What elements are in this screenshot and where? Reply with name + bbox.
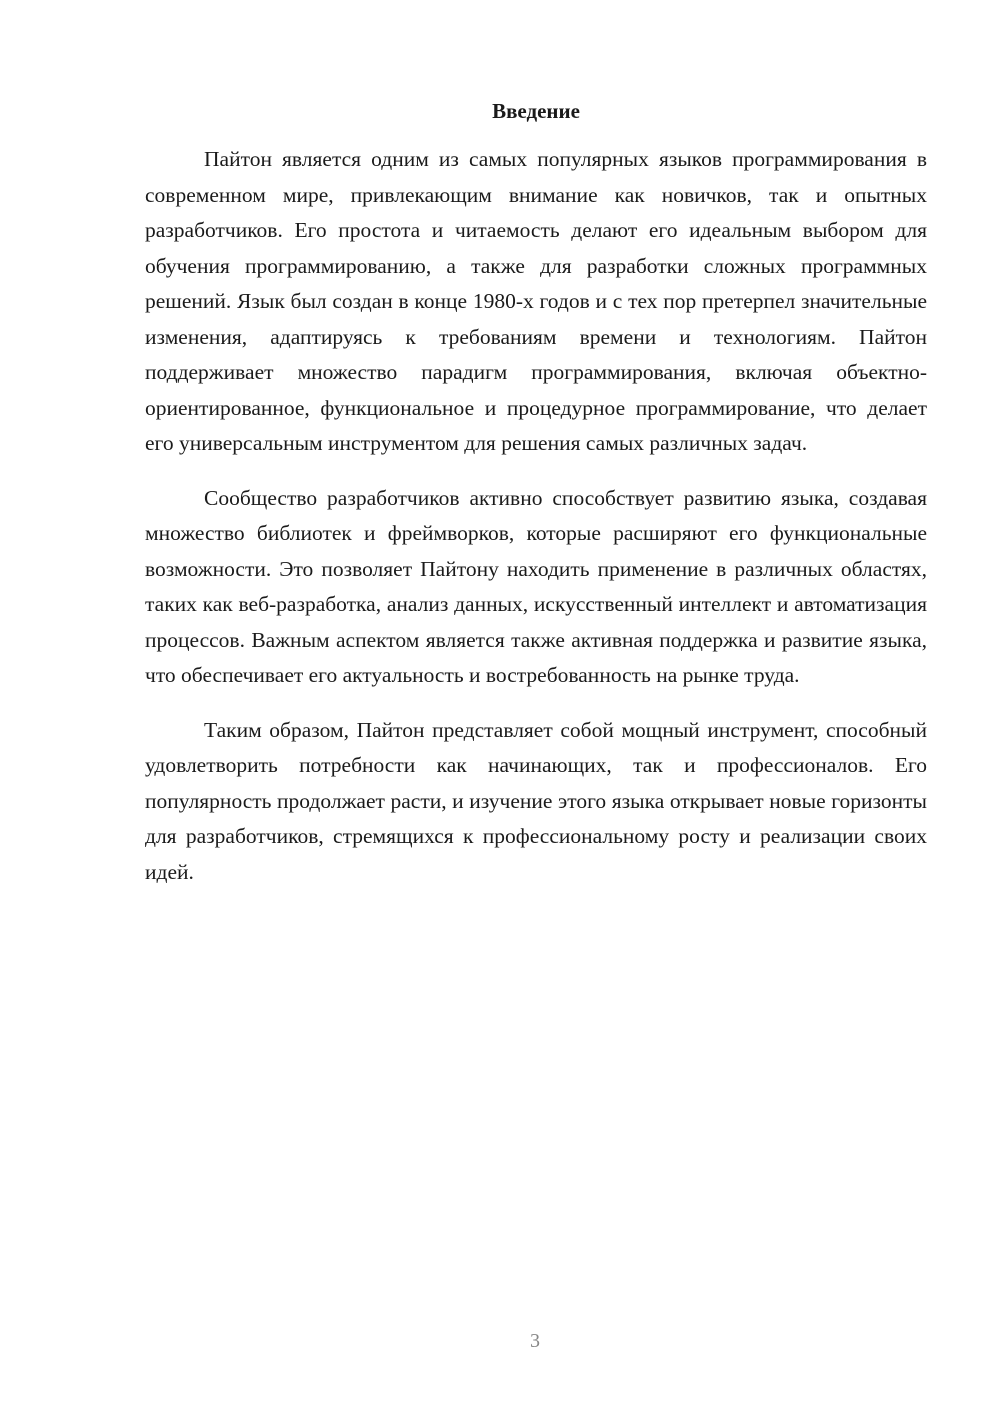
paragraph: Таким образом, Пайтон представляет собой мощный инструмент, способный удовлетворить потребности как начинающих, так и профессионалов. Его популярность продолжает расти, и изучение этого языка открывает новые горизонты для разработчиков, стремящихся к профессиональному росту и реализации своих идей. bbox=[145, 717, 927, 884]
section-heading: Введение bbox=[492, 99, 580, 123]
paragraph: Сообщество разработчиков активно способствует развитию языка, создавая множество библиотек и фреймворков, которые расширяют его функциональные возможности. Это позволяет Пайтону находить применение в различных областях, таких как веб-разработка, анализ данных, искусственный интеллект и автоматизация процессов. Важным аспектом является также активная поддержка и развитие языка, что обеспечивает его актуальность и востребованность на рынке труда. bbox=[145, 485, 927, 687]
body-text bbox=[145, 142, 927, 909]
page-number: 3 bbox=[530, 1330, 540, 1352]
paragraph: Пайтон является одним из самых популярных языков программирования в современном мире, привлекающим внимание как новичков, так и опытных разработчиков. Его простота и читаемость делают его идеальным выбором для обучения программированию, а также для разработки сложных программных решений. Язык был создан в конце 1980-х годов и с тех пор претерпел значительные изменения, адаптируясь к требованиям времени и технологиям. Пайтон поддерживает множество парадигм программирования, включая объектно-ориентированное, функциональное и процедурное программирование, что делает его универсальным инструментом для решения самых различных задач. bbox=[145, 147, 927, 455]
